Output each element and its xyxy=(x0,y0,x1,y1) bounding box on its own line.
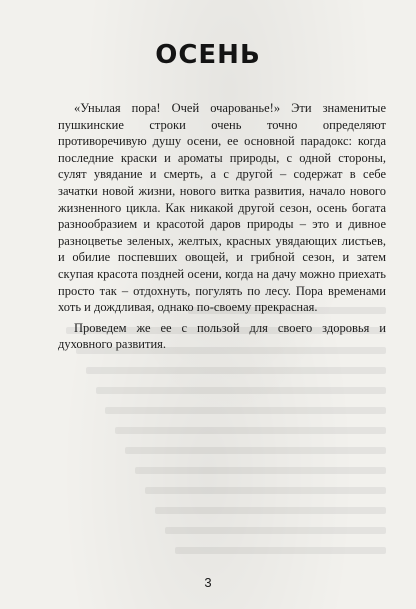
page-number: 3 xyxy=(204,575,212,590)
page-title: ОСЕНЬ xyxy=(155,40,261,70)
paragraph-2: Проведем же ее с пользой для своего здоровья и духовного развития. xyxy=(58,320,386,352)
bleed-through-title xyxy=(150,10,270,27)
body-text xyxy=(58,100,386,353)
paragraph-1: «Унылая пора! Очей очарованье!» Эти знаменитые пушкинские строки очень точно определяют противоречивую душу осени, ее основной парадокс: когда последние краски и ароматы природы, с одной стороны, сулят увядание и смерть, а с другой – содержат в себе зачатки новой жизни, нового витка развития, начало нового жизненного цикла. Как никакой другой сезон, осень богата разнообразием и красотой даров природы – это и дивное разноцветье зеленых, желтых, красных увядающих листьев, и обилие поспевших овощей, и грибной сезон, и затем скупая красота поздней осени, когда на дачу можно приехать просто так – отдохнуть, погулять по лесу. Пора временами хоть и дождливая, однако по-своему прекрасная. xyxy=(58,101,386,315)
